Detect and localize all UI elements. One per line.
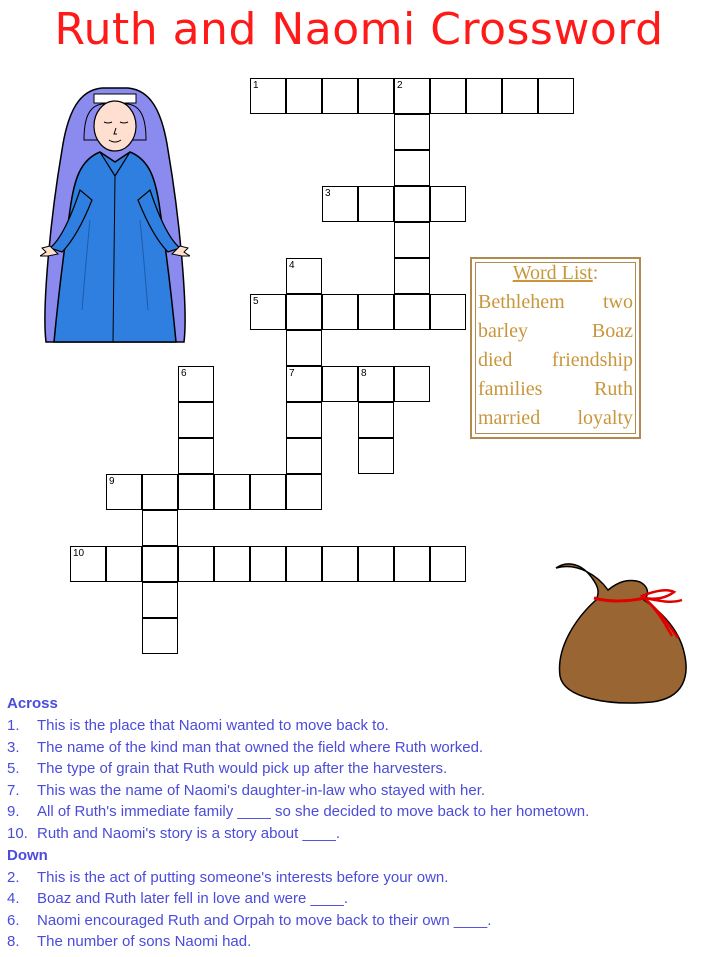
down-clue: 2. This is the act of putting someone's interests before your own.	[7, 868, 449, 886]
clue-number: 9	[109, 476, 115, 487]
crossword-cell[interactable]	[394, 114, 430, 150]
across-clue: 10. Ruth and Naomi's story is a story about ____.	[7, 824, 341, 842]
crossword-cell[interactable]	[142, 510, 178, 546]
crossword-cell[interactable]	[178, 546, 214, 582]
clue-number: 8	[361, 368, 367, 379]
crossword-cell[interactable]	[322, 366, 358, 402]
crossword-cell[interactable]	[106, 474, 142, 510]
clue-number: 5	[253, 296, 259, 307]
crossword-cell[interactable]	[142, 582, 178, 618]
across-clue: 5. The type of grain that Ruth would pick up after the harvesters.	[7, 760, 448, 778]
crossword-cell[interactable]	[106, 546, 142, 582]
crossword-cell[interactable]	[250, 474, 286, 510]
crossword-cell[interactable]	[286, 402, 322, 438]
down-clue: 4. Boaz and Ruth later fell in love and were ____.	[7, 890, 349, 908]
down-clue: 8. The number of sons Naomi had.	[7, 933, 252, 951]
crossword-cell[interactable]	[178, 402, 214, 438]
crossword-cell[interactable]	[178, 438, 214, 474]
crossword-cell[interactable]	[358, 366, 394, 402]
crossword-cell[interactable]	[286, 546, 322, 582]
crossword-cell[interactable]	[178, 474, 214, 510]
crossword-cell[interactable]	[358, 438, 394, 474]
crossword-cell[interactable]	[394, 222, 430, 258]
clue-number: 2	[397, 80, 403, 91]
crossword-cell[interactable]	[286, 438, 322, 474]
clue-number: 4	[289, 260, 295, 271]
crossword-cell[interactable]	[286, 330, 322, 366]
down-heading: Down	[7, 846, 48, 864]
crossword-cell[interactable]	[286, 294, 322, 330]
word-list-box	[470, 257, 641, 439]
crossword-cell[interactable]	[250, 294, 286, 330]
word-list-row: barley Boaz	[478, 320, 633, 342]
crossword-cell[interactable]	[394, 186, 430, 222]
crossword-cell[interactable]	[394, 546, 430, 582]
crossword-cell[interactable]	[358, 546, 394, 582]
page-title: Ruth and Naomi Crossword	[54, 4, 664, 55]
crossword-cell[interactable]	[394, 366, 430, 402]
crossword-cell[interactable]	[250, 78, 286, 114]
crossword-cell[interactable]	[394, 258, 430, 294]
word-list-row: died friendship	[478, 349, 633, 371]
crossword-cell[interactable]	[142, 546, 178, 582]
crossword-cell[interactable]	[430, 78, 466, 114]
crossword-cell[interactable]	[394, 294, 430, 330]
clue-number: 10	[73, 548, 85, 559]
clue-list	[7, 693, 707, 953]
word-list-heading: Word List:	[512, 262, 599, 284]
crossword-cell[interactable]	[286, 474, 322, 510]
crossword-cell[interactable]	[142, 474, 178, 510]
crossword-cell[interactable]	[286, 258, 322, 294]
crossword-cell[interactable]	[358, 402, 394, 438]
crossword-cell[interactable]	[358, 78, 394, 114]
grain-sack-illustration	[548, 556, 708, 706]
across-clue: 1. This is the place that Naomi wanted to move back to.	[7, 717, 389, 734]
crossword-cell[interactable]	[142, 618, 178, 654]
crossword-cell[interactable]	[286, 366, 322, 402]
crossword-cell[interactable]	[214, 474, 250, 510]
clue-number: 6	[181, 368, 187, 379]
crossword-cell[interactable]	[502, 78, 538, 114]
crossword-cell[interactable]	[214, 546, 250, 582]
word-list-row: Bethlehem two	[478, 291, 633, 313]
crossword-cell[interactable]	[286, 78, 322, 114]
crossword-cell[interactable]	[322, 186, 358, 222]
word-list-row: married loyalty	[478, 407, 633, 429]
crossword-cell[interactable]	[538, 78, 574, 114]
across-clue: 3. The name of the kind man that owned the field where Ruth worked.	[7, 738, 484, 756]
across-clue: 7. This was the name of Naomi's daughter-in-law who stayed with her.	[7, 781, 486, 799]
clue-number: 3	[325, 188, 331, 199]
clue-number: 7	[289, 368, 295, 379]
crossword-cell[interactable]	[178, 366, 214, 402]
down-clue: 6. Naomi encouraged Ruth and Orpah to move back to their own ____.	[7, 911, 492, 929]
crossword-cell[interactable]	[430, 186, 466, 222]
across-heading: Across	[7, 695, 58, 712]
crossword-cell[interactable]	[430, 546, 466, 582]
crossword-cell[interactable]	[358, 294, 394, 330]
crossword-cell[interactable]	[358, 186, 394, 222]
crossword-cell[interactable]	[394, 150, 430, 186]
crossword-cell[interactable]	[70, 546, 106, 582]
crossword-cell[interactable]	[394, 78, 430, 114]
crossword-cell[interactable]	[322, 78, 358, 114]
crossword-cell[interactable]	[250, 546, 286, 582]
clue-number: 1	[253, 80, 259, 91]
across-clue: 9. All of Ruth's immediate family ____ so she decided to move back to her hometown.	[7, 803, 590, 821]
crossword-cell[interactable]	[466, 78, 502, 114]
crossword-cell[interactable]	[322, 294, 358, 330]
word-list-row: families Ruth	[478, 378, 633, 400]
crossword-cell[interactable]	[322, 546, 358, 582]
crossword-cell[interactable]	[430, 294, 466, 330]
